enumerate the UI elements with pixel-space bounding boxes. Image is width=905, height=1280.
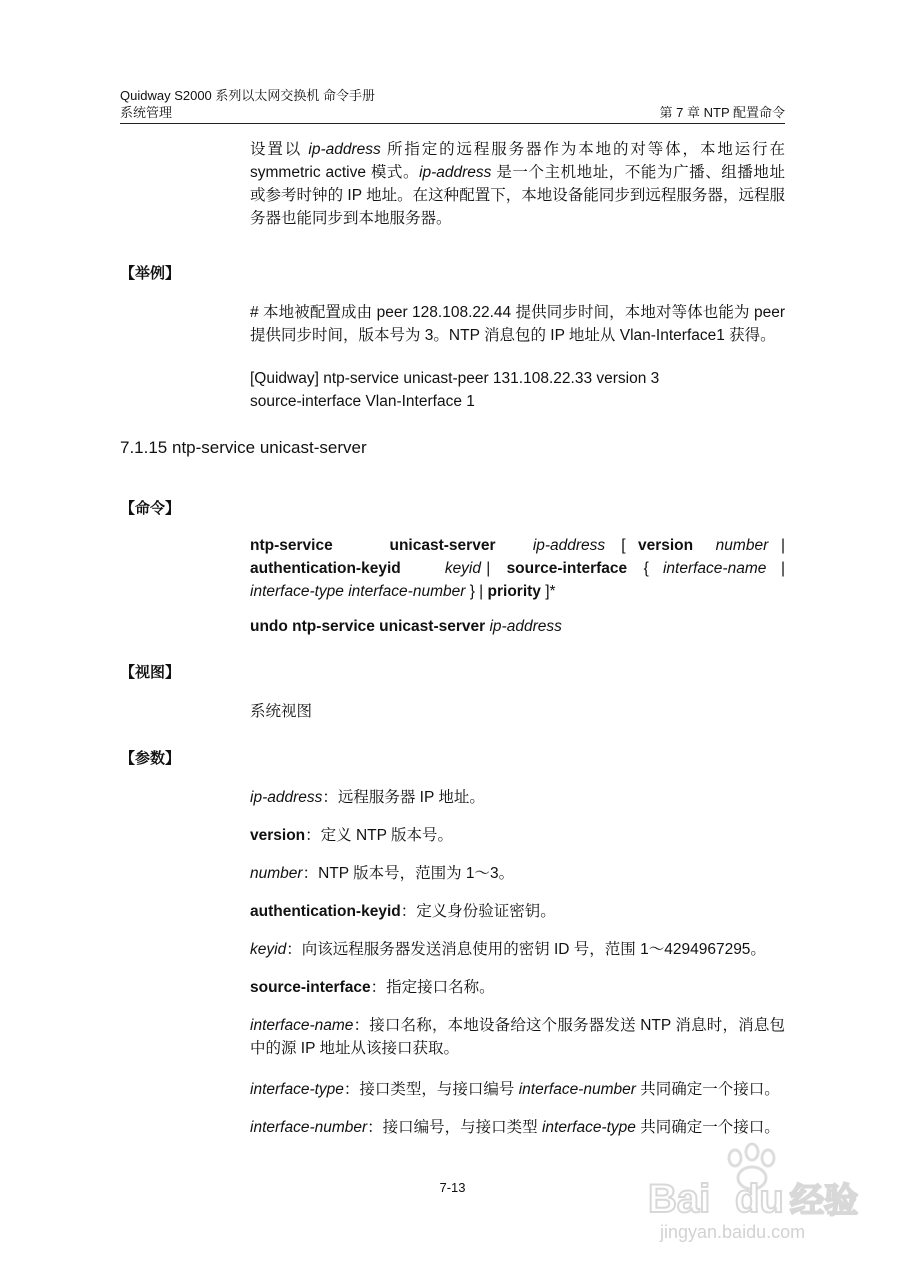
- example-heading: 【举例】: [120, 265, 181, 282]
- param-item: [250, 900, 785, 923]
- cmd-symbol: {: [643, 560, 649, 577]
- param-term: authentication-keyid: [250, 903, 401, 920]
- param-item: [250, 1014, 785, 1060]
- header-rule: [120, 123, 785, 124]
- page-number: 7-13: [439, 1180, 466, 1195]
- code-line: source-interface Vlan-Interface 1: [250, 393, 475, 410]
- param-term: interface-type: [541, 1119, 636, 1136]
- intro-term: ip-address: [308, 141, 381, 158]
- baidu-jingyan-watermark: [640, 1140, 870, 1250]
- cmd-symbol: [: [621, 537, 626, 554]
- svg-text:Bai: Bai: [648, 1177, 711, 1221]
- params-heading: 【参数】: [120, 750, 181, 767]
- cmd-symbol: |: [486, 560, 491, 577]
- param-desc: 共同确定一个接口。: [635, 1119, 780, 1136]
- svg-text:经验: 经验: [790, 1181, 858, 1221]
- cmd-symbol: } |: [465, 583, 488, 600]
- cmd-param: keyid: [444, 560, 481, 577]
- param-desc: ：定义 NTP 版本号。: [305, 827, 453, 844]
- svg-text:du: du: [735, 1177, 784, 1221]
- view-text: 系统视图: [250, 703, 313, 720]
- example-code: [250, 367, 785, 413]
- param-desc: 共同确定一个接口。: [635, 1081, 780, 1098]
- cmd-param: ip-address: [485, 618, 562, 635]
- cmd-keyword: unicast-server: [389, 537, 496, 554]
- param-item: [250, 938, 795, 961]
- command-syntax-line2: [250, 557, 785, 580]
- code-line: [Quidway] ntp-service unicast-peer 131.108.22.33 version 3: [250, 370, 660, 387]
- cmd-keyword: undo ntp-service unicast-server: [250, 618, 486, 635]
- intro-text: 是一个主机地址，不能为广播、组播地址或参考时钟的 IP 地址。在这种配置下，本地设备能同步到远程服务器，远程服务器也能同步到本地服务器。: [250, 164, 785, 227]
- cmd-keyword: ntp-service: [250, 537, 333, 554]
- param-term: interface-number: [250, 1119, 368, 1136]
- example-description: # 本地被配置成由 peer 128.108.22.44 提供同步时间，本地对等体也能为 peer 提供同步时间，版本号为 3。NTP 消息包的 IP 地址从 Vlan-Interface1 获得。: [250, 304, 785, 344]
- param-term: interface-name: [250, 1017, 354, 1034]
- command-syntax-line1: [250, 534, 785, 557]
- intro-paragraph: [250, 138, 785, 230]
- param-item: [250, 1078, 795, 1101]
- param-term: keyid: [250, 941, 287, 958]
- cmd-param: interface-type interface-number: [250, 583, 466, 600]
- section-name: 系统管理: [120, 105, 173, 120]
- param-term: ip-address: [250, 789, 323, 806]
- param-term: source-interface: [250, 979, 371, 996]
- undo-command: [250, 615, 785, 638]
- cmd-param: ip-address: [532, 537, 606, 554]
- param-desc: ：向该远程服务器发送消息使用的密钥 ID 号，范围 1～4294967295。: [286, 941, 766, 958]
- param-desc: ：远程服务器 IP 地址。: [322, 789, 485, 806]
- cmd-param: number: [715, 537, 769, 554]
- cmd-keyword: priority: [487, 583, 541, 600]
- param-item: [250, 976, 785, 999]
- watermark-logo-icon: [640, 1140, 870, 1250]
- command-syntax-line3: [250, 580, 785, 603]
- svg-text:jingyan.baidu.com: jingyan.baidu.com: [660, 1222, 806, 1242]
- param-term: interface-number: [518, 1081, 636, 1098]
- param-desc: ：接口名称，本地设备给这个服务器发送 NTP 消息时，消息包中的源 IP 地址从该接口获取。: [250, 1017, 785, 1057]
- param-desc: ：指定接口名称。: [370, 979, 495, 996]
- param-term: number: [250, 865, 303, 882]
- cmd-keyword: source-interface: [506, 560, 628, 577]
- param-desc: ：NTP 版本号，范围为 1～3。: [302, 865, 515, 882]
- intro-term: ip-address: [419, 164, 492, 181]
- cmd-symbol: |: [780, 537, 785, 554]
- param-item: [250, 786, 785, 809]
- doc-title: Quidway S2000 系列以太网交换机 命令手册: [120, 88, 376, 103]
- cmd-symbol: |: [780, 560, 785, 577]
- cmd-param: interface-name: [662, 560, 767, 577]
- param-item: [250, 862, 785, 885]
- param-desc: ：接口类型，与接口编号: [343, 1081, 519, 1098]
- intro-text: 设置以: [250, 141, 309, 158]
- cmd-symbol: ]*: [540, 583, 556, 600]
- cmd-keyword: authentication-keyid: [250, 560, 401, 577]
- view-heading: 【视图】: [120, 664, 181, 681]
- param-item: [250, 824, 785, 847]
- section-title: 7.1.15 ntp-service unicast-server: [120, 438, 367, 457]
- chapter-name: 第 7 章 NTP 配置命令: [659, 105, 785, 120]
- cmd-keyword: version: [637, 537, 694, 554]
- param-term: interface-type: [250, 1081, 344, 1098]
- param-term: version: [250, 827, 306, 844]
- intro-text: 所指定的远程服务器作为本地的对等体，本地运行在 symmetric active 模式。: [250, 141, 786, 181]
- command-heading: 【命令】: [120, 500, 181, 517]
- param-desc: ：接口编号，与接口类型: [367, 1119, 542, 1136]
- param-desc: ：定义身份验证密钥。: [400, 903, 556, 920]
- param-item: [250, 1116, 795, 1139]
